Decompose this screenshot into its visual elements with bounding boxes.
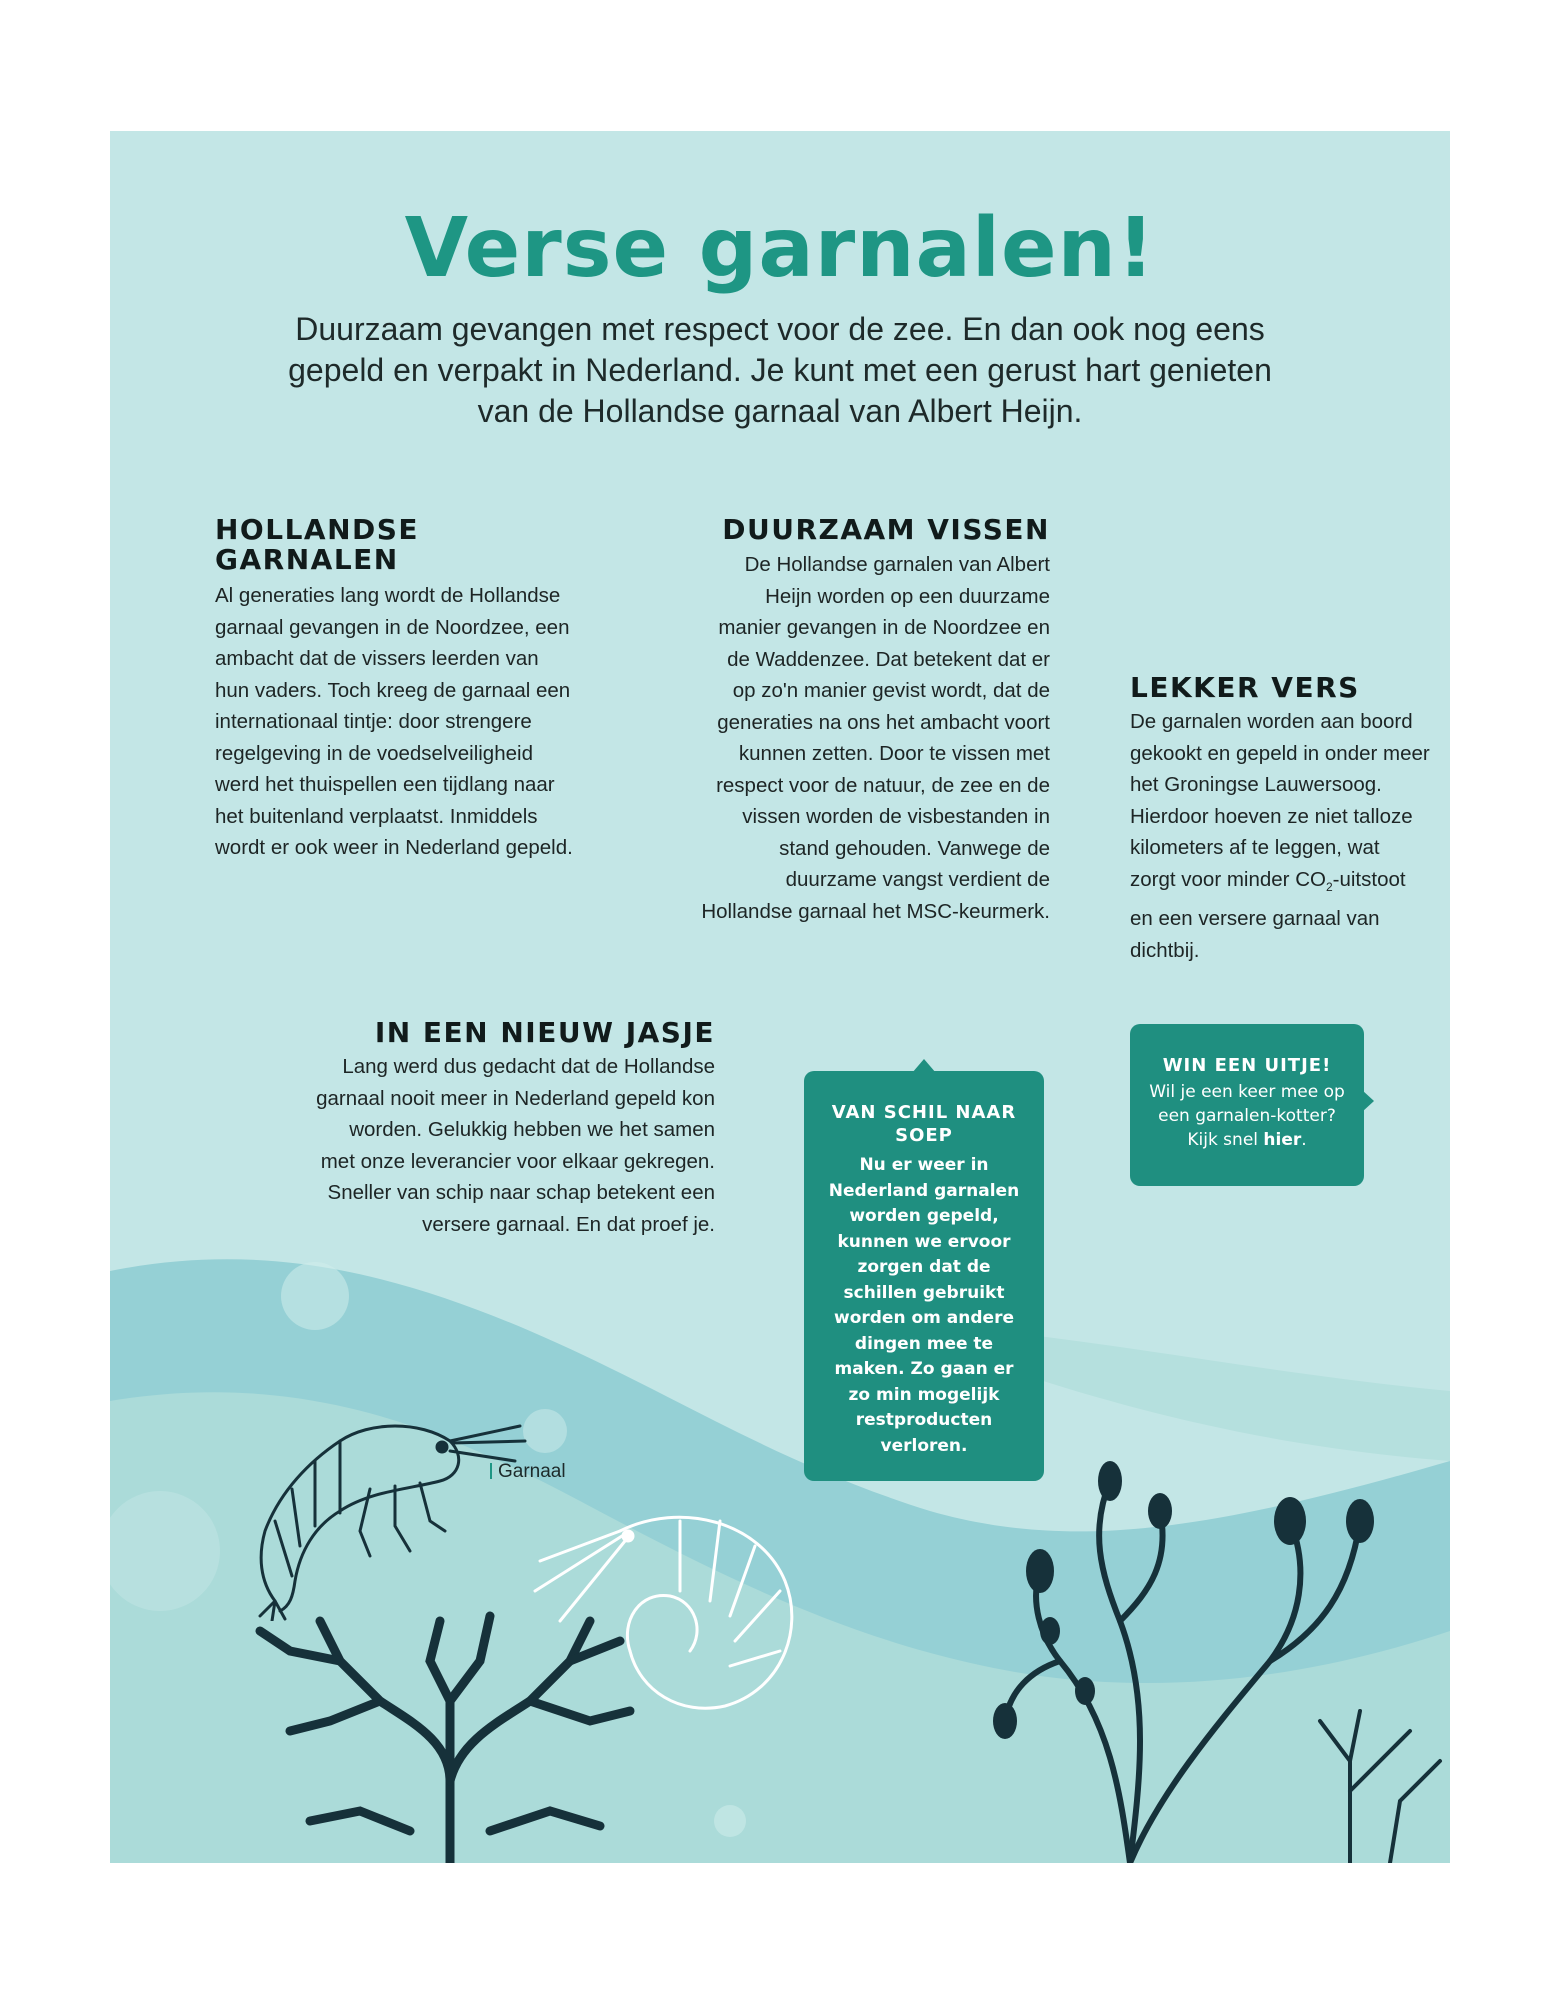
heading-duurzaam-vissen: DUURZAAM VISSEN	[722, 513, 1050, 546]
subscript-2: 2	[1325, 879, 1333, 894]
heading-lekker-vers: LEKKER VERS	[1130, 671, 1360, 704]
callout-heading: VAN SCHIL NAAR SOEP	[831, 1102, 1017, 1146]
caption-bar	[490, 1463, 492, 1479]
coral-illustration-icon	[250, 1601, 650, 1863]
seaweed-illustration-icon	[990, 1461, 1450, 1863]
callout-body: Wil je een keer mee op een garnalen-kotter? Kijk snel hier.	[1149, 1082, 1345, 1150]
heading-hollandse-garnalen: HOLLANDSE GARNALEN	[215, 513, 420, 576]
callout-heading: WIN EEN UITJE!	[1162, 1055, 1332, 1076]
callout-body: Nu er weer in Nederland garnalen worden gepeld, kunnen we ervoor zorgen dat de schillen gebruikt worden om andere dingen mee te maken. Zo gaan er zo min mogelijk restproducten verloren.	[828, 1155, 1020, 1456]
bubble-decoration	[714, 1805, 746, 1837]
text-lekker-vers: De garnalen worden aan boord gekookt en gepeld in onder meer het Groningse Lauwersoog. Hierdoor hoeven ze niet talloze kilometers af te leggen, wat zorgt voor minder $CO_2$-uitstoot en een versere garnaal van dichtbij.	[1130, 710, 1430, 962]
image-caption: Garnaal	[490, 1461, 566, 1483]
callout-van-schil-naar-soep	[804, 1071, 1044, 1481]
bubble-decoration	[281, 1262, 349, 1330]
text-in-een-nieuw-jasje: Lang werd dus gedacht dat de Hollandse garnaal nooit meer in Nederland gepeld kon worden. Gelukkig hebben we het samen met onze leverancier voor elkaar gekregen. Sneller van schip naar schap betekent een versere garnaal. En dat proef je.	[316, 1055, 715, 1236]
heading-in-een-nieuw-jasje: IN EEN NIEUW JASJE	[374, 1016, 715, 1049]
callout-win-een-uitje	[1130, 1024, 1364, 1186]
callout-pointer	[912, 1059, 936, 1073]
page-title: Verse garnalen!	[404, 201, 1156, 296]
intro-text: Duurzaam gevangen met respect voor de zee. En dan ook nog eens gepeld en verpakt in Nederland. Je kunt met een gerust hart genieten van de Hollandse garnaal van Albert Heijn.	[288, 311, 1272, 429]
text-hollandse-garnalen: Al generaties lang wordt de Hollandse garnaal gevangen in de Noordzee, een ambacht dat de vissers leerden van hun vaders. Toch kreeg de garnaal een internationaal tintje: door strengere regelgeving in de voedselveiligheid werd het thuispellen een tijdlang naar het buitenland verplaatst. Inmiddels wordt er ook weer in Nederland gepeld.	[215, 584, 573, 859]
article-page	[110, 131, 1450, 1863]
callout-pointer	[1362, 1090, 1374, 1112]
shrimp-illustration-icon	[220, 1381, 540, 1621]
hier-link[interactable]: hier	[1263, 1130, 1302, 1150]
text-duurzaam-vissen: De Hollandse garnalen van Albert Heijn worden op een duurzame manier gevangen in de Noordzee en de Waddenzee. Dat betekent dat er op zo'n manier gevist wordt, dat de generaties na ons het ambacht voort kunnen zetten. Door te vissen met respect voor de natuur, de zee en de vissen worden de visbestanden in stand gehouden. Vanwege de duurzame vangst verdient de Hollandse garnaal het MSC-keurmerk.	[701, 553, 1050, 923]
